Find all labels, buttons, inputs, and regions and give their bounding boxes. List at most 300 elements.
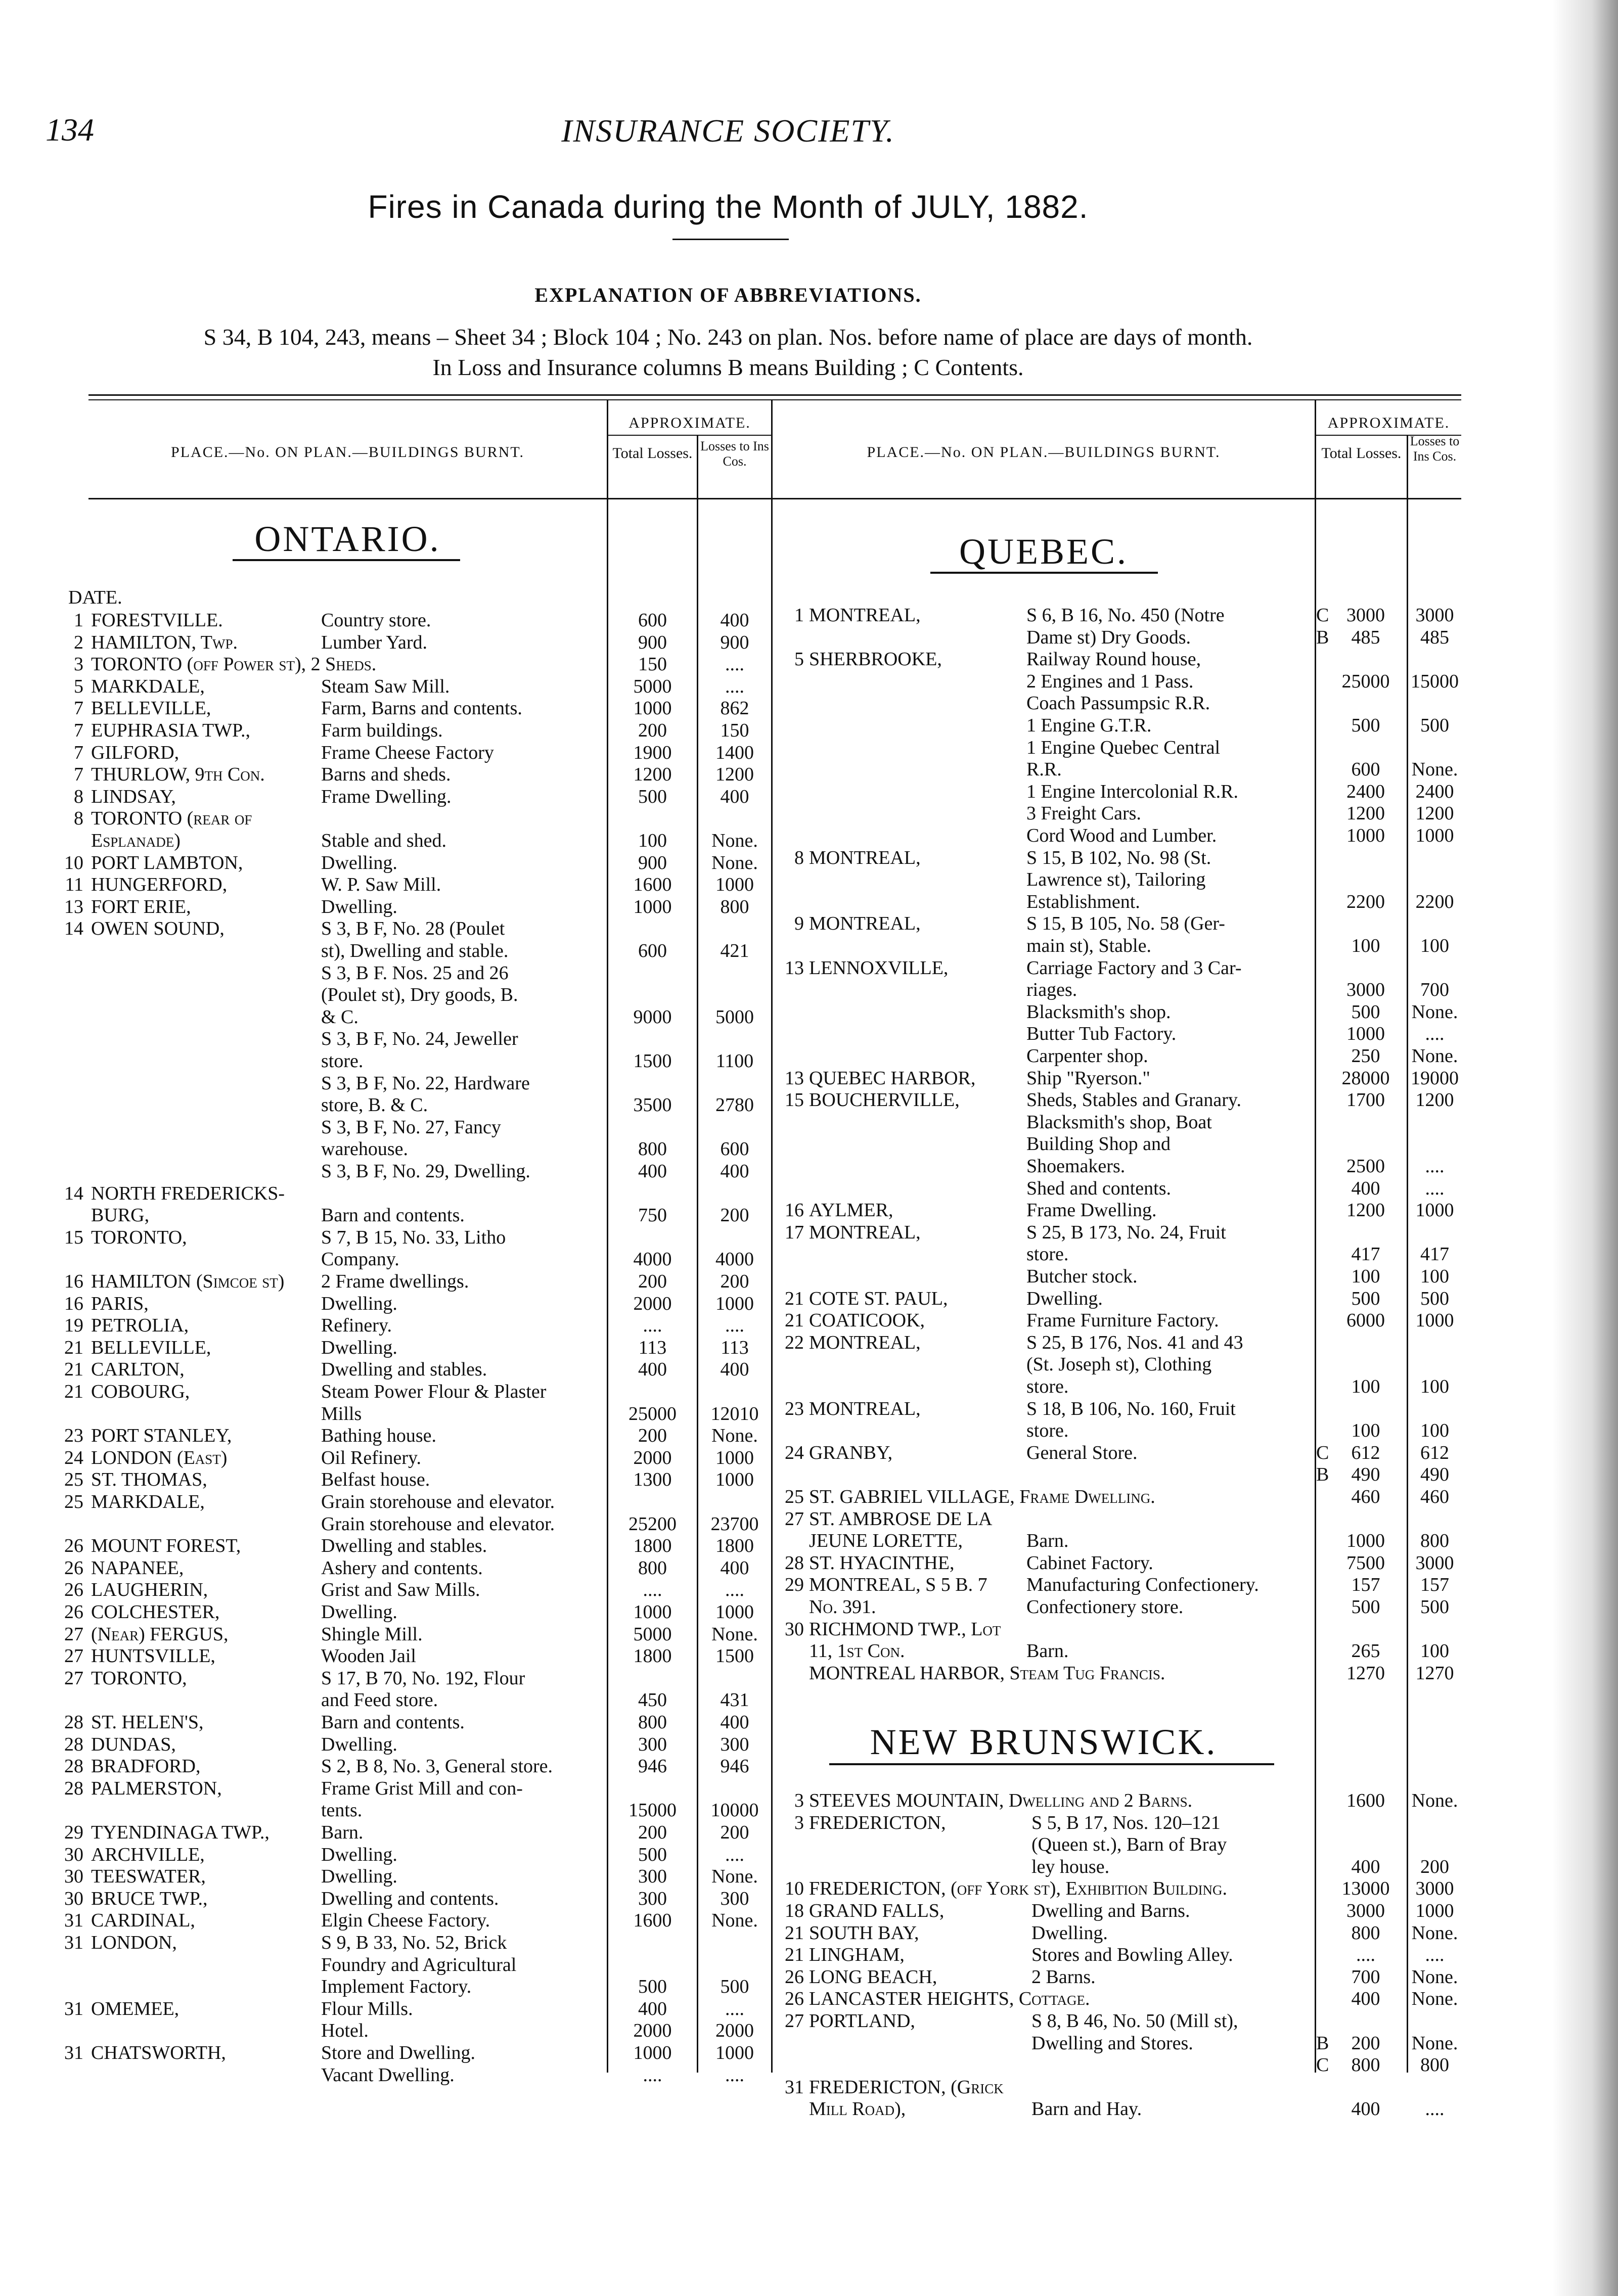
row-day: 7 xyxy=(74,764,83,786)
row-total-loss: 150 xyxy=(638,654,667,675)
row-total-loss: 500 xyxy=(1351,715,1380,736)
row-total-loss: 265 xyxy=(1351,1640,1380,1662)
row-insured-loss: 5000 xyxy=(715,1006,754,1028)
row-cb-marker: C xyxy=(1316,2054,1329,2076)
row-total-loss: 200 xyxy=(638,720,667,741)
row-insured-loss: 800 xyxy=(720,896,749,917)
row-buildings: 1 Engine Intercolonial R.R. xyxy=(1026,780,1238,802)
row-place: MONTREAL, xyxy=(809,1221,921,1243)
row-insured-loss: 500 xyxy=(720,1976,749,1998)
row-place: BURG, xyxy=(91,1205,150,1226)
row-insured-loss: 157 xyxy=(1420,1574,1449,1596)
row-insured-loss: .... xyxy=(1425,1944,1445,1966)
row-total-loss: 100 xyxy=(638,830,667,851)
row-buildings: Frame Dwelling. xyxy=(321,786,452,807)
row-place: GRAND FALLS, xyxy=(809,1900,945,1921)
row-buildings: Coach Passumpsic R.R. xyxy=(1026,693,1210,714)
row-buildings: (Poulet st), Dry goods, B. xyxy=(321,984,518,1006)
abbreviations-line-1: S 34, B 104, 243, means – Sheet 34 ; Block 104 ; No. 243 on plan. Nos. before name of place are days of month. xyxy=(203,324,1253,350)
row-total-loss: 25000 xyxy=(628,1403,677,1425)
row-insured-loss: 1270 xyxy=(1415,1662,1454,1684)
row-day: 29 xyxy=(785,1574,804,1596)
row-insured-loss: 1000 xyxy=(715,1601,754,1623)
row-place: AYLMER, xyxy=(809,1200,893,1221)
row-insured-loss: 400 xyxy=(720,1359,749,1381)
row-insured-loss: 300 xyxy=(720,1888,749,1909)
row-insured-loss: 500 xyxy=(1420,715,1449,736)
row-place: JEUNE LORETTE, xyxy=(809,1530,963,1552)
row-day: 18 xyxy=(785,1900,804,1921)
row-buildings: Dwelling. xyxy=(1031,1922,1108,1944)
row-insured-loss: .... xyxy=(1425,1177,1445,1199)
row-place: No. 391. xyxy=(809,1596,876,1618)
row-insured-loss: 4000 xyxy=(715,1249,754,1270)
row-day: 15 xyxy=(64,1226,83,1248)
row-day: 28 xyxy=(785,1552,804,1574)
row-total-loss: 1000 xyxy=(1346,825,1385,846)
row-day: 30 xyxy=(64,1888,83,1909)
row-day: 26 xyxy=(64,1557,83,1579)
row-insured-loss: 200 xyxy=(720,1205,749,1226)
row-buildings: 2 Engines and 1 Pass. xyxy=(1026,670,1194,692)
row-place: NAPANEE, xyxy=(91,1557,184,1579)
row-buildings: Dwelling. xyxy=(321,1733,397,1755)
row-insured-loss: 1000 xyxy=(1415,825,1454,846)
row-buildings: S 7, B 15, No. 33, Litho xyxy=(321,1226,506,1248)
row-buildings: S 25, B 173, No. 24, Fruit xyxy=(1026,1221,1226,1243)
row-buildings: Hotel. xyxy=(321,2020,369,2042)
row-insured-loss: 200 xyxy=(720,1271,749,1292)
row-insured-loss: 15000 xyxy=(1411,670,1459,692)
row-day: 7 xyxy=(74,698,83,719)
row-buildings: Steam Power Flour & Plaster xyxy=(321,1381,547,1402)
row-buildings: Grain storehouse and elevator. xyxy=(321,1513,555,1535)
row-total-loss: 1300 xyxy=(633,1469,672,1491)
row-cb-marker: B xyxy=(1316,626,1329,648)
row-buildings: Store and Dwelling. xyxy=(321,2042,476,2063)
row-total-loss: 700 xyxy=(1351,1966,1380,1988)
row-day: 28 xyxy=(64,1777,83,1799)
row-total-loss: 1270 xyxy=(1346,1662,1385,1684)
row-total-loss: 400 xyxy=(638,1161,667,1182)
row-insured-loss: 200 xyxy=(1420,1856,1449,1877)
row-place: FREDERICTON, xyxy=(809,1812,946,1833)
row-day: 27 xyxy=(64,1667,83,1689)
row-day: 26 xyxy=(785,1988,804,2010)
row-place: BOUCHERVILLE, xyxy=(809,1089,960,1111)
row-place: ST. GABRIEL VILLAGE, Frame Dwelling. xyxy=(809,1486,1155,1507)
row-day: 28 xyxy=(64,1712,83,1733)
province-ontario-underline xyxy=(233,559,460,561)
row-day: 7 xyxy=(74,742,83,763)
row-buildings: Building Shop and xyxy=(1026,1133,1171,1155)
row-total-loss: 400 xyxy=(1351,1988,1380,2010)
abbreviations-line-2: In Loss and Insurance columns B means Building ; C Contents. xyxy=(432,354,1024,380)
row-insured-loss: 1200 xyxy=(1415,1089,1454,1111)
row-insured-loss: 400 xyxy=(720,1712,749,1733)
approx-rule-left xyxy=(608,435,771,436)
row-buildings: Barn. xyxy=(1026,1530,1069,1552)
row-total-loss: 100 xyxy=(1351,1266,1380,1287)
row-buildings: Company. xyxy=(321,1249,399,1270)
row-cb-marker: B xyxy=(1316,1464,1329,1486)
row-insured-loss: 490 xyxy=(1420,1464,1449,1486)
row-insured-loss: 612 xyxy=(1420,1442,1449,1463)
row-buildings: Dwelling and stables. xyxy=(321,1535,487,1557)
row-place: MONTREAL, xyxy=(809,605,921,626)
row-place: PORT LAMBTON, xyxy=(91,852,243,874)
row-total-loss: 3500 xyxy=(633,1094,672,1116)
row-buildings: store. xyxy=(1026,1244,1069,1265)
row-total-loss: 300 xyxy=(638,1866,667,1888)
row-total-loss: 100 xyxy=(1351,935,1380,956)
row-day: 1 xyxy=(794,605,804,626)
row-insured-loss: 1200 xyxy=(715,764,754,786)
row-buildings: Ashery and contents. xyxy=(321,1557,483,1579)
row-place: EUPHRASIA TWP., xyxy=(91,720,250,741)
row-place: GRANBY, xyxy=(809,1442,893,1463)
row-buildings: S 8, B 46, No. 50 (Mill st), xyxy=(1031,2010,1238,2032)
row-buildings: Barn and contents. xyxy=(321,1205,465,1226)
row-day: 3 xyxy=(794,1790,804,1811)
row-insured-loss: 3000 xyxy=(1415,1552,1454,1574)
row-buildings: 2 Frame dwellings. xyxy=(321,1271,469,1292)
row-buildings: Confectionery store. xyxy=(1026,1596,1184,1618)
row-place: COATICOOK, xyxy=(809,1310,925,1331)
row-day: 31 xyxy=(64,1932,83,1953)
row-total-loss: 417 xyxy=(1351,1244,1380,1265)
row-buildings: warehouse. xyxy=(321,1138,408,1160)
row-day: 27 xyxy=(64,1623,83,1645)
row-day: 31 xyxy=(64,1998,83,2019)
row-place: HAMILTON, Twp. xyxy=(91,631,238,653)
row-insured-loss: 19000 xyxy=(1411,1067,1459,1089)
row-day: 26 xyxy=(785,1966,804,1988)
row-buildings: Establishment. xyxy=(1026,891,1140,912)
row-insured-loss: 1000 xyxy=(715,1469,754,1491)
row-total-loss: 490 xyxy=(1351,1464,1380,1486)
row-insured-loss: .... xyxy=(1425,1156,1445,1177)
row-insured-loss: 1000 xyxy=(1415,1900,1454,1921)
row-total-loss: 500 xyxy=(1351,1288,1380,1309)
row-place: TORONTO, xyxy=(91,1667,187,1689)
row-place: RICHMOND TWP., Lot xyxy=(809,1618,1001,1640)
row-place: PALMERSTON, xyxy=(91,1777,222,1799)
row-insured-loss: 2780 xyxy=(715,1094,754,1116)
row-day: 16 xyxy=(64,1293,83,1314)
row-buildings: Dwelling. xyxy=(321,852,397,874)
row-buildings: tents. xyxy=(321,1800,363,1821)
row-buildings: W. P. Saw Mill. xyxy=(321,874,441,896)
row-total-loss: 485 xyxy=(1351,626,1380,648)
row-buildings: store, B. & C. xyxy=(321,1094,428,1116)
row-buildings: Belfast house. xyxy=(321,1469,430,1491)
row-place: MARKDALE, xyxy=(91,675,205,697)
row-place: MONTREAL, xyxy=(809,913,921,935)
row-total-loss: 750 xyxy=(638,1205,667,1226)
row-buildings: Dwelling and Barns. xyxy=(1031,1900,1190,1921)
row-buildings: Cord Wood and Lumber. xyxy=(1026,825,1217,846)
row-insured-loss: 946 xyxy=(720,1756,749,1777)
row-place: ST. HELEN'S, xyxy=(91,1712,204,1733)
row-day: 27 xyxy=(785,2010,804,2032)
row-buildings: S 5, B 17, Nos. 120–121 xyxy=(1031,1812,1221,1833)
row-insured-loss: 431 xyxy=(720,1689,749,1711)
row-buildings: Implement Factory. xyxy=(321,1976,472,1998)
row-insured-loss: .... xyxy=(725,1844,744,1865)
row-place: BELLEVILLE, xyxy=(91,698,211,719)
row-buildings: Farm buildings. xyxy=(321,720,443,741)
row-total-loss: 250 xyxy=(1351,1045,1380,1067)
row-place: ST. HYACINTHE, xyxy=(809,1552,955,1574)
row-buildings: S 3, B F. Nos. 25 and 26 xyxy=(321,962,509,984)
row-total-loss: 1000 xyxy=(633,1601,672,1623)
row-insured-loss: 100 xyxy=(1420,1640,1449,1662)
row-day: 31 xyxy=(64,1910,83,1932)
row-insured-loss: 421 xyxy=(720,940,749,961)
row-day: 11 xyxy=(65,874,83,896)
row-total-loss: 300 xyxy=(638,1888,667,1909)
row-total-loss: 5000 xyxy=(633,1623,672,1645)
row-place: LANCASTER HEIGHTS, Cottage. xyxy=(809,1988,1090,2010)
row-total-loss: 25000 xyxy=(1341,670,1390,692)
row-day: 21 xyxy=(785,1944,804,1966)
row-insured-loss: 2200 xyxy=(1415,891,1454,912)
row-insured-loss: None. xyxy=(711,1910,758,1932)
row-buildings: 1 Engine G.T.R. xyxy=(1026,715,1152,736)
row-buildings: Carriage Factory and 3 Car- xyxy=(1026,957,1242,979)
row-buildings: Wooden Jail xyxy=(321,1645,416,1667)
row-insured-loss: 2000 xyxy=(715,2020,754,2042)
row-place: FREDERICTON, (off York st), Exhibition Building. xyxy=(809,1878,1227,1900)
row-place: BRUCE TWP., xyxy=(91,1888,208,1909)
row-total-loss: .... xyxy=(643,2064,662,2086)
row-buildings: S 18, B 106, No. 160, Fruit xyxy=(1026,1398,1236,1419)
row-buildings: Railway Round house, xyxy=(1026,649,1201,670)
row-total-loss: 1000 xyxy=(1346,1023,1385,1045)
row-day: 19 xyxy=(64,1315,83,1337)
row-day: 10 xyxy=(64,852,83,874)
row-place: LINDSAY, xyxy=(91,786,176,807)
row-place: TORONTO (off Power st), 2 Sheds. xyxy=(91,654,377,675)
row-day: 2 xyxy=(74,631,83,653)
row-total-loss: 200 xyxy=(638,1822,667,1843)
row-total-loss: 500 xyxy=(1351,1001,1380,1023)
row-insured-loss: None. xyxy=(711,852,758,874)
province-quebec: QUEBEC. xyxy=(959,531,1128,572)
row-day: 10 xyxy=(785,1878,804,1900)
row-total-loss: 2500 xyxy=(1346,1156,1385,1177)
row-total-loss: 1900 xyxy=(633,742,672,763)
row-total-loss: 1000 xyxy=(633,896,672,917)
row-day: 7 xyxy=(74,720,83,741)
row-place: PARIS, xyxy=(91,1293,149,1314)
row-insured-loss: 485 xyxy=(1420,626,1449,648)
row-day: 8 xyxy=(794,847,804,868)
row-total-loss: 4000 xyxy=(633,1249,672,1270)
row-total-loss: 1200 xyxy=(633,764,672,786)
row-total-loss: 800 xyxy=(638,1557,667,1579)
row-total-loss: 7500 xyxy=(1346,1552,1385,1574)
row-buildings: store. xyxy=(321,1050,364,1072)
row-day: 28 xyxy=(64,1756,83,1777)
row-day: 26 xyxy=(64,1601,83,1623)
row-total-loss: 3000 xyxy=(1346,979,1385,1001)
row-cb-marker: C xyxy=(1316,605,1329,626)
row-buildings: Foundry and Agricultural xyxy=(321,1954,517,1976)
row-buildings: Dwelling and contents. xyxy=(321,1888,499,1909)
row-buildings: Mills xyxy=(321,1403,362,1425)
row-place: LENNOXVILLE, xyxy=(809,957,949,979)
row-total-loss: 500 xyxy=(1351,1596,1380,1618)
row-total-loss: 1800 xyxy=(633,1645,672,1667)
row-insured-loss: 1000 xyxy=(715,1293,754,1314)
row-insured-loss: 800 xyxy=(1420,1530,1449,1552)
row-day: 21 xyxy=(64,1359,83,1381)
row-insured-loss: 460 xyxy=(1420,1486,1449,1507)
row-place: CARLTON, xyxy=(91,1359,185,1381)
row-buildings: Cabinet Factory. xyxy=(1026,1552,1153,1574)
row-insured-loss: None. xyxy=(1411,2032,1458,2054)
scan-edge-shadow xyxy=(1552,0,1618,2296)
row-cb-marker: C xyxy=(1316,1442,1329,1463)
row-buildings: Refinery. xyxy=(321,1315,392,1337)
row-insured-loss: 417 xyxy=(1420,1244,1449,1265)
row-day: 9 xyxy=(794,913,804,935)
row-total-loss: 3000 xyxy=(1346,1900,1385,1921)
row-day: 13 xyxy=(64,896,83,917)
row-place: Mill Road), xyxy=(809,2098,906,2120)
row-buildings: S 6, B 16, No. 450 (Notre xyxy=(1026,605,1225,626)
row-buildings: Barn and Hay. xyxy=(1031,2098,1142,2120)
row-buildings: Frame Dwelling. xyxy=(1026,1200,1157,1221)
row-total-loss: 200 xyxy=(1351,2032,1380,2054)
row-insured-loss: 1000 xyxy=(1415,1310,1454,1331)
row-buildings: Grain storehouse and elevator. xyxy=(321,1491,555,1512)
row-place: (Near) FERGUS, xyxy=(91,1623,229,1645)
column-header-approximate-right: APPROXIMATE. xyxy=(1327,415,1450,431)
row-insured-loss: 1000 xyxy=(715,874,754,896)
row-total-loss: 6000 xyxy=(1346,1310,1385,1331)
row-total-loss: 1500 xyxy=(633,1050,672,1072)
row-buildings: st), Dwelling and stable. xyxy=(321,940,509,961)
page-title: Fires in Canada during the Month of JULY, 1882. xyxy=(368,189,1089,225)
running-title: INSURANCE SOCIETY. xyxy=(561,113,895,149)
col-divider xyxy=(771,399,773,2073)
row-total-loss: .... xyxy=(1356,1944,1375,1966)
row-cb-marker: B xyxy=(1316,2032,1329,2054)
row-total-loss: 600 xyxy=(1351,759,1380,780)
row-place: ST. THOMAS, xyxy=(91,1469,207,1491)
row-total-loss: 1800 xyxy=(633,1535,672,1557)
row-insured-loss: .... xyxy=(725,675,744,697)
row-total-loss: 500 xyxy=(638,1976,667,1998)
row-buildings: Frame Grist Mill and con- xyxy=(321,1777,523,1799)
row-insured-loss: 100 xyxy=(1420,1376,1449,1397)
row-place: THURLOW, 9th Con. xyxy=(91,764,265,786)
row-total-loss: 900 xyxy=(638,852,667,874)
row-buildings: Shingle Mill. xyxy=(321,1623,423,1645)
row-day: 16 xyxy=(785,1200,804,1221)
row-place: HUNGERFORD, xyxy=(91,874,228,896)
row-buildings: Ship "Ryerson." xyxy=(1026,1067,1150,1089)
row-buildings: Dwelling and stables. xyxy=(321,1359,487,1381)
row-buildings: Barn. xyxy=(1026,1640,1069,1662)
row-buildings: Sheds, Stables and Granary. xyxy=(1026,1089,1241,1111)
row-place: MONTREAL HARBOR, Steam Tug Francis. xyxy=(809,1662,1165,1684)
row-total-loss: 1700 xyxy=(1346,1089,1385,1111)
row-total-loss: .... xyxy=(643,1579,662,1601)
row-insured-loss: 300 xyxy=(720,1733,749,1755)
row-buildings: Stores and Bowling Alley. xyxy=(1031,1944,1233,1966)
row-day: 8 xyxy=(74,808,83,830)
row-buildings: Lawrence st), Tailoring xyxy=(1026,869,1206,891)
row-buildings: Dame st) Dry Goods. xyxy=(1026,626,1191,648)
row-insured-loss: None. xyxy=(1411,1790,1458,1811)
row-insured-loss: 400 xyxy=(720,786,749,807)
row-total-loss: 400 xyxy=(1351,2098,1380,2120)
row-total-loss: 3000 xyxy=(1346,605,1385,626)
row-buildings: S 3, B F, No. 24, Jeweller xyxy=(321,1028,518,1050)
row-buildings: S 9, B 33, No. 52, Brick xyxy=(321,1932,507,1953)
row-place: TYENDINAGA TWP., xyxy=(91,1822,269,1843)
row-total-loss: 100 xyxy=(1351,1376,1380,1397)
row-place: SOUTH BAY, xyxy=(809,1922,919,1944)
row-total-loss: 400 xyxy=(1351,1856,1380,1877)
province-new-brunswick-underline xyxy=(829,1763,1274,1765)
row-place: LAUGHERIN, xyxy=(91,1579,208,1601)
row-day: 30 xyxy=(64,1844,83,1865)
row-insured-loss: None. xyxy=(711,1866,758,1888)
row-buildings: R.R. xyxy=(1026,759,1062,780)
row-day: 5 xyxy=(74,675,83,697)
row-insured-loss: 1000 xyxy=(715,1447,754,1468)
row-day: 24 xyxy=(785,1442,804,1463)
row-total-loss: 9000 xyxy=(633,1006,672,1028)
row-place: PETROLIA, xyxy=(91,1315,189,1337)
row-place: BELLEVILLE, xyxy=(91,1337,211,1358)
row-buildings: Butcher stock. xyxy=(1026,1266,1138,1287)
column-header-ins-right: Losses to Ins Cos. xyxy=(1410,434,1460,464)
row-place: COBOURG, xyxy=(91,1381,190,1402)
row-buildings: General Store. xyxy=(1026,1442,1138,1463)
row-insured-loss: None. xyxy=(1411,759,1458,780)
row-buildings: Steam Saw Mill. xyxy=(321,675,450,697)
col-divider xyxy=(1315,399,1316,2073)
row-insured-loss: None. xyxy=(1411,1988,1458,2010)
row-insured-loss: 862 xyxy=(720,698,749,719)
row-day: 21 xyxy=(785,1288,804,1309)
row-buildings: S 3, B F, No. 28 (Poulet xyxy=(321,918,505,940)
row-insured-loss: None. xyxy=(711,1623,758,1645)
row-day: 23 xyxy=(64,1425,83,1447)
row-insured-loss: 600 xyxy=(720,1138,749,1160)
row-total-loss: 400 xyxy=(638,1998,667,2019)
row-buildings: Manufacturing Confectionery. xyxy=(1026,1574,1259,1596)
row-insured-loss: 1500 xyxy=(715,1645,754,1667)
row-place: FREDERICTON, (Grick xyxy=(809,2076,1004,2098)
row-buildings: Barn and contents. xyxy=(321,1712,465,1733)
row-buildings: S 3, B F, No. 22, Hardware xyxy=(321,1072,530,1094)
row-buildings: Dwelling. xyxy=(321,1866,397,1888)
row-buildings: Shoemakers. xyxy=(1026,1156,1126,1177)
row-place: GILFORD, xyxy=(91,742,179,763)
row-total-loss: 400 xyxy=(1351,1177,1380,1199)
row-place: HUNTSVILLE, xyxy=(91,1645,215,1667)
row-buildings: S 15, B 102, No. 98 (St. xyxy=(1026,847,1211,868)
row-day: 28 xyxy=(64,1733,83,1755)
row-day: 30 xyxy=(785,1618,804,1640)
